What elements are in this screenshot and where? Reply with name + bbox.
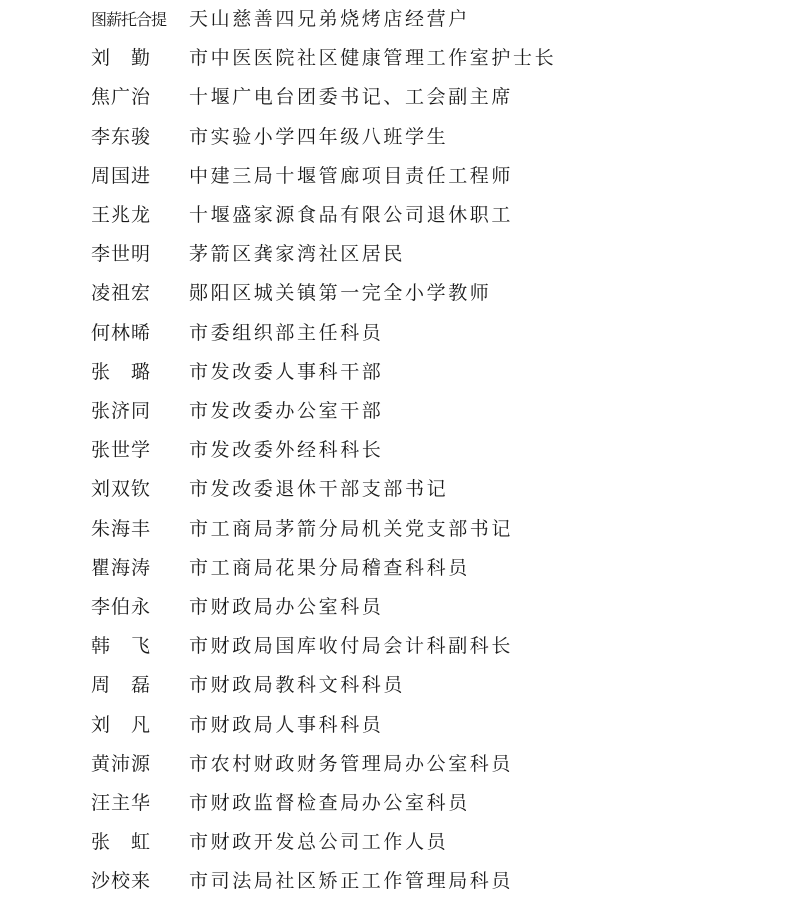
person-name: 张 璐 <box>91 360 152 383</box>
person-position: 十堰盛家源食品有限公司退休职工 <box>189 204 514 226</box>
list-item <box>0 470 793 509</box>
person-name: 王兆龙 <box>91 204 152 226</box>
person-name: 韩 飞 <box>91 635 152 658</box>
person-position: 市财政局国库收付局会计科副科长 <box>189 635 514 658</box>
person-name: 周国进 <box>91 164 152 187</box>
list-item <box>0 196 793 235</box>
list-item <box>0 235 793 274</box>
person-name: 焦广治 <box>91 86 152 109</box>
person-position: 市工商局花果分局稽查科科员 <box>189 556 470 579</box>
person-position: 市发改委办公室干部 <box>189 400 384 422</box>
list-item <box>0 549 793 588</box>
person-position: 市中医医院社区健康管理工作室护士长 <box>189 47 557 70</box>
person-position: 天山慈善四兄弟烧烤店经营户 <box>189 8 470 30</box>
person-name: 李东骏 <box>91 125 152 148</box>
person-name: 凌祖宏 <box>91 282 152 305</box>
list-item <box>0 823 793 862</box>
person-name: 刘 凡 <box>91 713 152 736</box>
list-item <box>0 353 793 392</box>
person-position: 市农村财政财务管理局办公室科员 <box>189 752 514 775</box>
list-item <box>0 157 793 196</box>
person-position: 市财政局教科文科科员 <box>189 674 406 697</box>
list-item <box>0 39 793 78</box>
person-position: 市委组织部主任科员 <box>189 321 384 344</box>
list-item <box>0 431 793 470</box>
person-name: 刘双钦 <box>91 478 152 501</box>
person-position: 市实验小学四年级八班学生 <box>189 125 449 148</box>
person-name: 朱海丰 <box>91 517 152 540</box>
person-name: 刘 勤 <box>91 47 152 70</box>
person-name: 张 虹 <box>91 831 152 854</box>
person-position: 市财政监督检查局办公室科员 <box>189 792 470 814</box>
person-name: 瞿海涛 <box>91 556 152 579</box>
person-position: 市财政局人事科科员 <box>189 713 384 736</box>
person-name: 图薪托合提 <box>91 10 167 29</box>
list-item <box>0 784 793 823</box>
list-item <box>0 118 793 157</box>
person-position: 茅箭区龚家湾社区居民 <box>189 243 406 266</box>
person-name: 汪主华 <box>91 792 152 814</box>
person-name: 张济同 <box>91 400 152 422</box>
list-item <box>0 588 793 627</box>
person-name: 沙校来 <box>91 870 152 893</box>
list-item <box>0 627 793 666</box>
list-item <box>0 510 793 549</box>
person-position: 市财政开发总公司工作人员 <box>189 831 449 854</box>
person-position: 中建三局十堰管廊项目责任工程师 <box>189 164 514 187</box>
person-name: 何林晞 <box>91 321 152 344</box>
person-name: 李伯永 <box>91 596 152 618</box>
person-name: 张世学 <box>91 439 152 462</box>
person-position: 市财政局办公室科员 <box>189 596 384 618</box>
person-position: 市发改委外经科科长 <box>189 439 384 462</box>
person-name: 李世明 <box>91 243 152 266</box>
list-item <box>0 745 793 784</box>
person-position: 十堰广电台团委书记、工会副主席 <box>189 86 514 109</box>
list-item <box>0 666 793 705</box>
list-item <box>0 706 793 745</box>
person-position: 郧阳区城关镇第一完全小学教师 <box>189 282 492 305</box>
list-item <box>0 392 793 431</box>
person-position: 市发改委人事科干部 <box>189 360 384 383</box>
list-item <box>0 862 793 901</box>
person-position: 市发改委退休干部支部书记 <box>189 478 449 501</box>
person-position: 市工商局茅箭分局机关党支部书记 <box>189 517 514 540</box>
person-name: 周 磊 <box>91 674 152 697</box>
list-item <box>0 314 793 353</box>
person-position: 市司法局社区矫正工作管理局科员 <box>189 870 514 893</box>
person-name: 黄沛源 <box>91 752 152 775</box>
list-item <box>0 0 793 39</box>
list-item <box>0 274 793 313</box>
list-item <box>0 78 793 117</box>
